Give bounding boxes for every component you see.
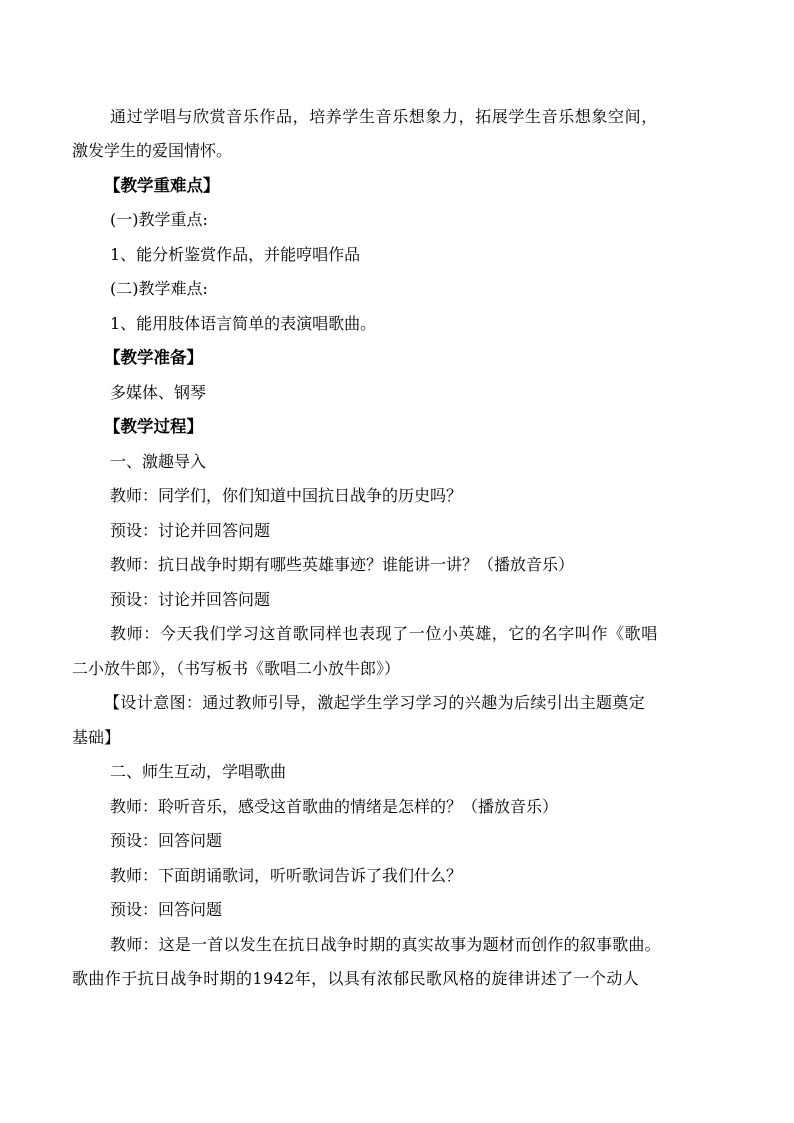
subheading: 二、师生互动，学唱歌曲 (110, 762, 287, 781)
dialogue-line: 教师：今天我们学习这首歌同样也表现了一位小英雄，它的名字叫作《歌唱 (110, 624, 658, 643)
subheading: (二)教学难点: (110, 279, 208, 298)
paragraph-line: 通过学唱与欣赏音乐作品，培养学生音乐想象力，拓展学生音乐想象空间， (110, 107, 658, 126)
dialogue-line: 预设：回答问题 (110, 900, 223, 919)
subheading: 一、激趣导入 (110, 452, 207, 471)
dialogue-line: 预设：讨论并回答问题 (110, 590, 271, 609)
section-heading: 【教学重难点】 (104, 176, 220, 195)
design-intent: 【设计意图：通过教师引导，激起学生学习学习的兴趣为后续引出主题奠定 (104, 693, 646, 712)
dialogue-line: 教师：同学们，你们知道中国抗日战争的历史吗？ (110, 486, 463, 505)
dialogue-line: 歌曲作于抗日战争时期的1942年，以具有浓郁民歌风格的旋律讲述了一个动人 (72, 969, 640, 988)
list-item: 1、能用肢体语言简单的表演唱歌曲。 (110, 314, 377, 333)
dialogue-line: 教师：这是一首以发生在抗日战争时期的真实故事为题材而创作的叙事歌曲。 (110, 935, 661, 954)
dialogue-line: 教师：下面朗诵歌词，听听歌词告诉了我们什么？ (110, 866, 463, 885)
list-item: 1、能分析鉴赏作品，并能哼唱作品 (110, 245, 361, 264)
dialogue-line: 二小放牛郎》，（书写板书《歌唱二小放牛郎》） (72, 659, 401, 678)
design-intent: 基础】 (72, 728, 121, 747)
section-heading: 【教学过程】 (104, 417, 203, 436)
subheading: (一)教学重点: (110, 210, 208, 229)
dialogue-line: 教师：聆听音乐，感受这首歌曲的情绪是怎样的？（播放音乐） (110, 797, 559, 816)
dialogue-line: 预设：讨论并回答问题 (110, 521, 271, 540)
dialogue-line: 预设：回答问题 (110, 831, 223, 850)
paragraph-line: 激发学生的爱国情怀。 (72, 141, 233, 160)
paragraph-line: 多媒体、钢琴 (110, 383, 207, 402)
section-heading: 【教学准备】 (104, 348, 203, 367)
dialogue-line: 教师：抗日战争时期有哪些英雄事迹？谁能讲一讲？（播放音乐） (110, 555, 575, 574)
